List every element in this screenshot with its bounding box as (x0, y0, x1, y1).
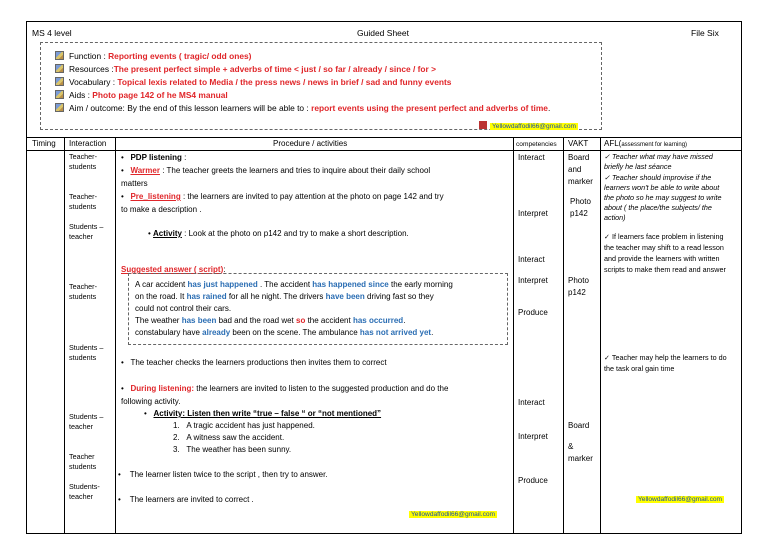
competency: Produce (518, 476, 548, 485)
interaction-item: students (69, 162, 97, 171)
interaction-item: teacher (69, 422, 93, 431)
suggested-answer-label: Suggested answer ( script): (121, 265, 226, 274)
pdp-listening-step: • PDP listening : (121, 153, 187, 162)
statement-item: 1. A tragic accident has just happened. (173, 421, 315, 430)
competency: Interact (518, 255, 545, 264)
header-procedure: Procedure / activities (273, 139, 348, 148)
script-line: on the road. It has rained for all he night. The drivers have been driving fast so they (135, 292, 434, 301)
pre-listening-cont: to make a description . (121, 205, 202, 214)
book-icon (55, 64, 64, 73)
interaction-item: Students – (69, 343, 104, 352)
interaction-item: Teacher- (69, 282, 97, 291)
competency: Interpret (518, 209, 548, 218)
vakt-item: Board (568, 421, 590, 430)
checkmark-icon: ✓ (604, 173, 611, 182)
interaction-item: teacher (69, 232, 93, 241)
competency: Interpret (518, 432, 548, 441)
activity-true-false: • Activity: Listen then write “true – false “ or “not mentioned” (144, 409, 382, 418)
during-listening-step: • During listening: the learners are invited to listen to the suggested production and do the (121, 384, 449, 393)
lesson-info-box (40, 42, 602, 130)
file-number: File Six (691, 28, 719, 38)
afl-note: the photo so he may suggest to write (604, 193, 722, 202)
vakt-item: Photo (570, 197, 591, 206)
afl-note: scripts to make them read and answer (604, 265, 726, 274)
vakt-item: marker (568, 454, 593, 463)
afl-note: action) (604, 213, 626, 222)
interaction-item: Teacher- (69, 192, 97, 201)
col-divider (600, 137, 601, 534)
check-productions-step: • The teacher checks the learners productions then invites them to correct (121, 358, 387, 367)
afl-note: ✓ Teacher may help the learners to do (604, 353, 727, 362)
book-icon (55, 90, 64, 99)
afl-note: ✓ Teacher should improvise if the (604, 173, 712, 182)
warmer-step-cont: matters (121, 179, 148, 188)
vakt-item: marker (568, 177, 593, 186)
checkmark-icon: ✓ (604, 152, 611, 161)
vakt-item: Board (568, 153, 590, 162)
competency: Produce (518, 308, 548, 317)
header-competencies: competencies (516, 141, 557, 148)
header-timing: Timing (32, 139, 56, 148)
footer-email[interactable]: Yellowdaffodil66@gmail.com (411, 511, 496, 518)
afl-email[interactable]: Yellowdaffodil66@gmail.com (638, 496, 723, 503)
during-listening-cont: following activity. (121, 397, 181, 406)
listen-twice-step: • The learner listen twice to the script , then try to answer. (118, 470, 328, 479)
competency: Interact (518, 153, 545, 162)
statement-item: 3. The weather has been sunny. (173, 445, 292, 454)
col-divider (513, 137, 514, 534)
col-divider (64, 137, 65, 534)
author-email[interactable]: Yellowdaffodil66@gmail.com (479, 115, 578, 133)
competency: Interpret (518, 276, 548, 285)
header-afl: AFL(assessment for learning) (604, 139, 688, 148)
level-label: MS 4 level (32, 28, 72, 38)
script-line: could not control their cars. (135, 304, 232, 313)
function-line: Function : Reporting events ( tragic/ odd ones) (55, 51, 251, 61)
afl-note: and provide the learners with written (604, 254, 720, 263)
vocabulary-line: Vocabulary : Topical lexis related to Media / the press news / news in brief / sad and funny events (55, 77, 451, 87)
afl-note: the task oral gain time (604, 364, 675, 373)
activity-describe: • Activity : Look at the photo on p142 and try to make a short description. (148, 229, 409, 238)
vakt-item: p142 (570, 209, 588, 218)
book-icon (55, 77, 64, 86)
competency: Interact (518, 398, 545, 407)
afl-note: the teacher may shift to a read lesson (604, 243, 724, 252)
statement-item: 2. A witness saw the accident. (173, 433, 285, 442)
interaction-item: Students – (69, 222, 104, 231)
col-divider (563, 137, 564, 534)
interaction-item: Students – (69, 412, 104, 421)
vakt-item: Photo (568, 276, 589, 285)
vakt-item: and (568, 165, 582, 174)
interaction-item: teacher (69, 492, 93, 501)
interaction-item: students (69, 292, 97, 301)
script-line: constabulary have already been on the scene. The ambulance has not arrived yet. (135, 328, 434, 337)
resources-line: Resources :The present perfect simple + adverbs of time < just / so far / already / since / for > (55, 64, 436, 74)
afl-note: briefly he last séance (604, 162, 672, 171)
afl-note: ✓ Teacher what may have missed (604, 152, 713, 161)
correct-step: • The learners are invited to correct . (118, 495, 254, 504)
interaction-item: students (69, 353, 97, 362)
checkmark-icon: ✓ (604, 232, 611, 241)
warmer-step: • Warmer : The teacher greets the learners and tries to inquire about their daily school (121, 166, 431, 175)
aids-line: Aids : Photo page 142 of he MS4 manual (55, 90, 228, 100)
script-line: The weather has been bad and the road wet so the accident has occurred. (135, 316, 406, 325)
book-icon (55, 103, 64, 112)
aim-line: Aim / outcome: By the end of this lesson learners will be able to : report events using the present perfect and adverbs of time. (55, 103, 550, 113)
table-top-border (26, 137, 742, 138)
interaction-item: Students- (69, 482, 100, 491)
pin-icon (479, 121, 487, 129)
vakt-item: & (568, 442, 574, 451)
interaction-item: Teacher- (69, 152, 97, 161)
pre-listening-step: • Pre_listening : the learners are invited to pay attention at the photo on page 142 and try (121, 192, 444, 201)
col-divider (115, 137, 116, 534)
afl-note: ✓ If learners face problem in listening (604, 232, 724, 241)
sheet-title: Guided Sheet (357, 28, 409, 38)
afl-note: learners won't be able to write about (604, 183, 720, 192)
interaction-item: Teacher (69, 452, 95, 461)
book-icon (55, 51, 64, 60)
script-line: A car accident has just happened . The accident has happened since the early morning (135, 280, 453, 289)
checkmark-icon: ✓ (604, 353, 611, 362)
interaction-item: students (69, 202, 97, 211)
afl-note: about ( the place/the subjects/ the (604, 203, 712, 212)
header-interaction: Interaction (69, 139, 107, 148)
vakt-item: p142 (568, 288, 586, 297)
interaction-item: students (69, 462, 97, 471)
header-vakt: VAKT (568, 139, 589, 148)
